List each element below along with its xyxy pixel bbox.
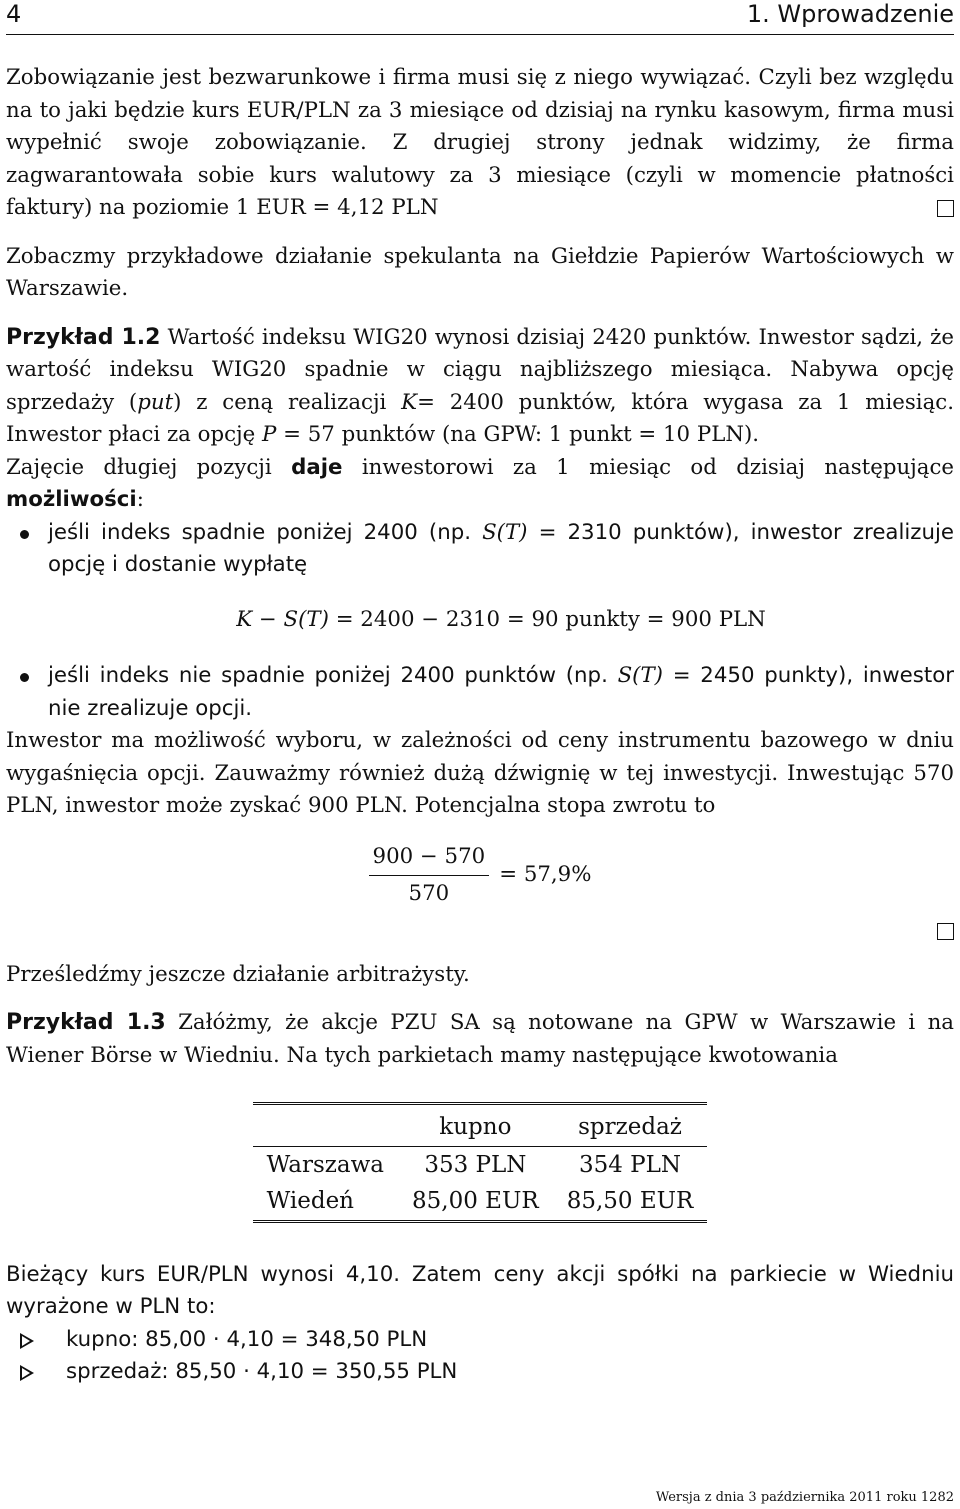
bullet-icon <box>20 530 29 539</box>
page-header <box>6 0 954 40</box>
fraction-numerator: 900 − 570 <box>369 841 490 877</box>
list-item: kupno: 85,00 · 4,10 = 348,50 PLN <box>6 1324 954 1357</box>
list-item: sprzedaż: 85,50 · 4,10 = 350,55 PLN <box>6 1356 954 1389</box>
paragraph-leverage: Inwestor ma możliwość wyboru, w zależności od ceny instrumentu bazowego w dniu wygaśnięcia opcji. Zauważmy również dużą dźwignię w tej inwestycji. Inwestując 570 PLN, inwestor może zyskać 900 PLN. Potencjalna stopa zwrotu to <box>6 728 954 818</box>
paragraph-speculator-intro: Zobaczmy przykładowe działanie spekulanta na Giełdzie Papierów Wartościowych w Warszawie. <box>6 243 954 301</box>
table-header <box>253 1104 398 1147</box>
table-header: sprzedaż <box>578 1114 682 1140</box>
fraction-denominator: 570 <box>408 881 450 906</box>
triangle-bullet-icon <box>20 1333 34 1349</box>
paragraph-obligation: Zobowiązanie jest bezwarunkowe i firma musi się z niego wywiązać. Czyli bez względu na to jaki będzie kurs EUR/PLN za 3 miesiące od dzisiaj na rynku kasowym, firma musi wypełnić swoje zobowiązanie. Z drugiej strony jednak widzimy, że firma zagwarantowała sobie kurs walutowy za 3 miesiące (czyli w momencie płatności faktury) na poziomie 1 EUR = 4,12 PLN <box>6 65 954 220</box>
prices-list <box>6 1324 954 1389</box>
qed-box-icon <box>937 200 954 217</box>
quotes-table <box>253 1102 708 1223</box>
table-row: Warszawa 353 PLN 354 PLN <box>266 1151 682 1178</box>
outcomes-list <box>6 517 954 726</box>
page-body <box>6 62 954 1389</box>
qed-box-icon <box>937 923 954 940</box>
page-footer: Wersja z dnia 3 października 2011 roku 1282 <box>655 1490 954 1505</box>
table-row: Wiedeń 85,00 EUR 85,50 EUR <box>253 1183 708 1221</box>
triangle-bullet-icon <box>20 1365 34 1381</box>
list-item: jeśli indeks spadnie poniżej 2400 (np. S(T) = 2310 punktów), inwestor zrealizuje opcję i dostanie wypłatę K − S(T) = 2400 − 2310 = 90 punkty = 900 PLN <box>6 517 954 637</box>
example-1-2: Przykład 1.2 Wartość indeksu WIG20 wynosi dzisiaj 2420 punktów. Inwestor sądzi, że wartość indeksu WIG20 spadnie w ciągu najbliższego miesiąca. Nabywa opcję sprzedaży (put) z ceną realizacji K= 2400 punktów, która wygasa za 1 miesiąc. Inwestor płaci za opcję P = 57 punktów (na GPW: 1 punkt = 10 PLN). <box>6 324 954 447</box>
paragraph-exchange-rate: Bieżący kurs EUR/PLN wynosi 4,10. Zatem ceny akcji spółki na parkiecie w Wiedniu wyrażone w PLN to: <box>6 1261 954 1319</box>
header-rule <box>6 34 954 35</box>
paragraph-long-position: Zajęcie długiej pozycji daje inwestorowi za 1 miesiąc od dzisiaj następujące możliwości: <box>6 454 954 512</box>
paragraph-arbitrage-intro: Prześledźmy jeszcze działanie arbitrażysty. <box>6 959 954 992</box>
list-item: jeśli indeks nie spadnie poniżej 2400 punktów (np. S(T) = 2450 punkty), inwestor nie zrealizuje opcji. <box>6 660 954 725</box>
page-number: 4 <box>6 0 22 28</box>
fraction-result: = 57,9% <box>499 862 592 888</box>
payoff-equation: K − S(T) = 2400 − 2310 = 90 punkty = 900 PLN <box>236 606 766 632</box>
example-1-3: Przykład 1.3 Załóżmy, że akcje PZU SA są notowane na GPW w Warszawie i na Wiener Börse w Wiedniu. Na tych parkietach mamy następujące kwotowania <box>6 1010 955 1068</box>
example-heading: Przykład 1.3 <box>6 1010 166 1035</box>
return-formula <box>6 823 954 931</box>
table-header: kupno <box>439 1114 512 1140</box>
bullet-icon <box>20 673 29 682</box>
chapter-title: 1. Wprowadzenie <box>746 0 954 28</box>
example-heading: Przykład 1.2 <box>6 324 161 350</box>
